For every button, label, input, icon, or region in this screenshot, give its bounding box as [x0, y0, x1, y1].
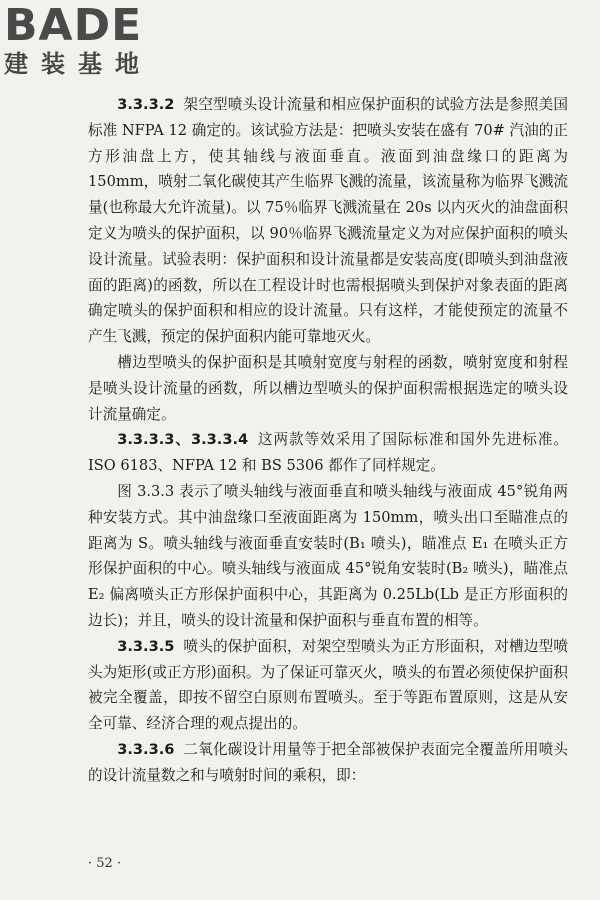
- paragraph-text: 喷头的保护面积，对架空型喷头为正方形面积，对槽边型喷头为矩形(或正方形)面积。为了保证可靠灭火，喷头的布置必须使保护面积被完全覆盖，即按不留空白原则布置喷头。至于等距布置原则，这是从安全可靠、经济合理的观点提出的。: [88, 637, 568, 733]
- paragraph-text: 图 3.3.3 表示了喷头轴线与液面垂直和喷头轴线与液面成 45°锐角两种安装方式。其中油盘缘口至液面距离为 150mm，喷头出口至瞄准点的距离为 S。喷头轴线与液面垂直安装时(B₁ 喷头)，瞄准点 E₁ 在喷头正方形保护面积的中心。喷头轴线与液面成 45°锐角安装时(B₂ 喷头)，瞄准点 E₂ 偏离喷头正方形保护面积中心，其距离为 0.25Lb(Lb 是正方形面积的边长)；并且，喷头的设计流量和保护面积与垂直布置的相等。: [88, 482, 568, 629]
- publisher-logo: [4, 0, 179, 78]
- paragraph-text: 这两款等效采用了国际标准和国外先进标准。ISO 6183、NFPA 12 和 BS 5306 都作了同样规定。: [88, 431, 568, 475]
- clause-number: 3.3.3.3、3.3.3.4: [117, 431, 249, 449]
- clause-number: 3.3.3.2: [117, 96, 175, 113]
- page-number: · 52 ·: [88, 856, 122, 871]
- paragraph-3-3-3-5: [88, 634, 568, 737]
- paragraph-figure-3-3-3: [88, 479, 568, 634]
- paragraph-3-3-3-2: [88, 92, 568, 350]
- logo-subtitle: 建装基地: [4, 50, 152, 78]
- clause-number: 3.3.3.5: [117, 637, 175, 655]
- clause-number: 3.3.3.6: [117, 740, 175, 758]
- logo-wordmark: BADE: [4, 0, 143, 51]
- document-body: [88, 92, 568, 789]
- paragraph-text: 槽边型喷头的保护面积是其喷射宽度与射程的函数，喷射宽度和射程是喷头设计流量的函数，所以槽边型喷头的保护面积需根据选定的喷头设计流量确定。: [88, 353, 568, 423]
- paragraph-trough-nozzle: [88, 350, 568, 427]
- paragraph-3-3-3-6: [88, 737, 568, 789]
- paragraph-text: 架空型喷头设计流量和相应保护面积的试验方法是参照美国标准 NFPA 12 确定的。该试验方法是：把喷头安装在盛有 70# 汽油的正方形油盘上方，使其轴线与液面垂直。液面到油盘缘口的距离为 150mm，喷射二氧化碳使其产生临界飞溅的流量，该流量称为临界飞溅流量(也称最大允许流量)。以 75％临界飞溅流量在 20s 以内灭火的油盘面积定义为喷头的保护面积，以 90％临界飞溅流量定义为对应保护面积的喷头设计流量。试验表明：保护面积和设计流量都是安装高度(即喷头到油盘液面的距离)的函数，所以在工程设计时也需根据喷头到保护对象表面的距离确定喷头的保护面积和相应的设计流量。只有这样，才能使预定的流量不产生飞溅，预定的保护面积内能可靠地灭火。: [88, 96, 568, 346]
- paragraph-3-3-3-3-4: [88, 427, 568, 479]
- paragraph-text: 二氧化碳设计用量等于把全部被保护表面完全覆盖所用喷头的设计流量数之和与喷射时间的乘积，即：: [88, 740, 568, 784]
